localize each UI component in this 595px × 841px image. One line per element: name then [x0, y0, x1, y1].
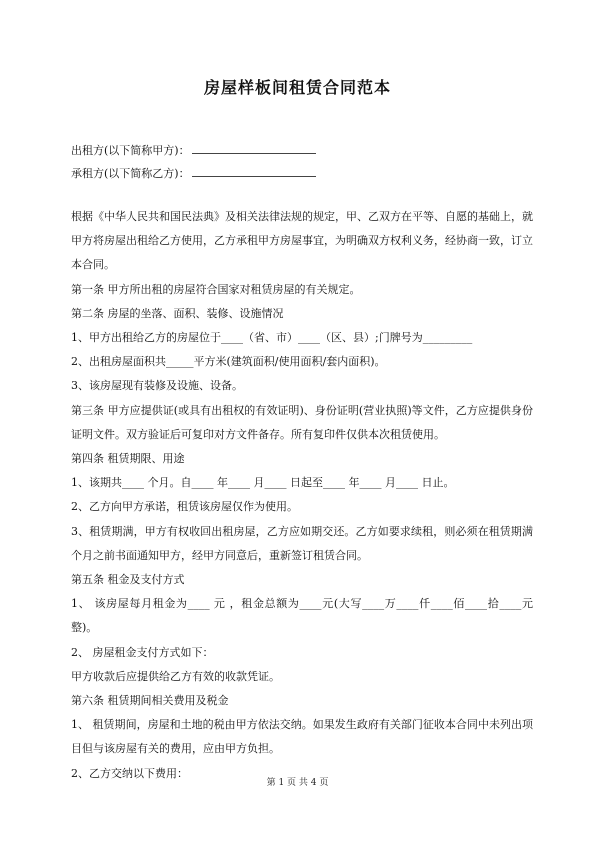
- lessee-row: [71, 165, 316, 182]
- paragraph: 3、该房屋现有装修及设施、设备。: [71, 379, 243, 393]
- paragraph: 1、该期共____ 个月。自____ 年____ 月____ 日起至____ 年____ 月____ 日止。: [71, 476, 455, 490]
- paragraph: 2、乙方交纳以下费用：: [71, 766, 188, 780]
- lessor-blank-line: [192, 142, 316, 154]
- lessor-label: 出租方(以下简称甲方)：: [71, 144, 190, 157]
- paragraph: 2、出租房屋面积共_____平方米(建筑面积/使用面积/套内面积)。: [71, 355, 386, 369]
- lessor-row: [71, 142, 316, 159]
- contract-body: [71, 205, 533, 786]
- paragraph: 第二条 房屋的坐落、面积、装修、设施情况: [71, 306, 284, 320]
- page-number-footer: 第 1 页 共 4 页: [266, 778, 329, 788]
- paragraph: 1、 租赁期间，房屋和土地的税由甲方依法交纳。如果发生政府有关部门征收本合同中未列出项目但与该房屋有关的费用，应由甲方负担。: [71, 718, 533, 756]
- paragraph: 第六条 租赁期间相关费用及税金: [71, 694, 229, 708]
- paragraph: 第一条 甲方所出租的房屋符合国家对租赁房屋的有关规定。: [71, 282, 361, 296]
- paragraph: 甲方收款后应提供给乙方有效的收款凭证。: [71, 669, 280, 683]
- paragraph: 1、甲方出租给乙方的房屋位于____（省、市）____（区、县）;门牌号为_________: [71, 331, 473, 345]
- paragraph: 2、乙方向甲方承诺，租赁该房屋仅作为使用。: [71, 500, 298, 514]
- lessee-blank-line: [192, 165, 316, 177]
- lessee-label: 承租方(以下简称乙方)：: [71, 167, 190, 180]
- paragraph: 3、租赁期满，甲方有权收回出租房屋，乙方应如期交还。乙方如要求续租，则必须在租赁期满 个月之前书面通知甲方，经甲方同意后，重新签订租赁合同。: [71, 524, 533, 562]
- paragraph: 1、 该房屋每月租金为____ 元 ，租金总额为____元(大写____万____仟____佰____拾____元整)。: [71, 597, 533, 635]
- document-title: 房屋样板间租赁合同范本: [203, 78, 391, 97]
- paragraph: 第四条 租赁期限、用途: [71, 452, 185, 466]
- paragraph: 根据《中华人民共和国民法典》及相关法律法规的规定，甲、乙双方在平等、自愿的基础上，就甲方将房屋出租给乙方使用，乙方承租甲方房屋事宜，为明确双方权利义务，经协商一致，订立本合同。: [71, 210, 533, 272]
- paragraph: 第三条 甲方应提供证(或具有出租权的有效证明)、身份证明(营业执照)等文件，乙方应提供身份证明文件。双方验证后可复印对方文件备存。所有复印件仅供本次租赁使用。: [71, 403, 533, 441]
- paragraph: 2、 房屋租金支付方式如下：: [71, 645, 214, 659]
- paragraph: 第五条 租金及支付方式: [71, 573, 185, 587]
